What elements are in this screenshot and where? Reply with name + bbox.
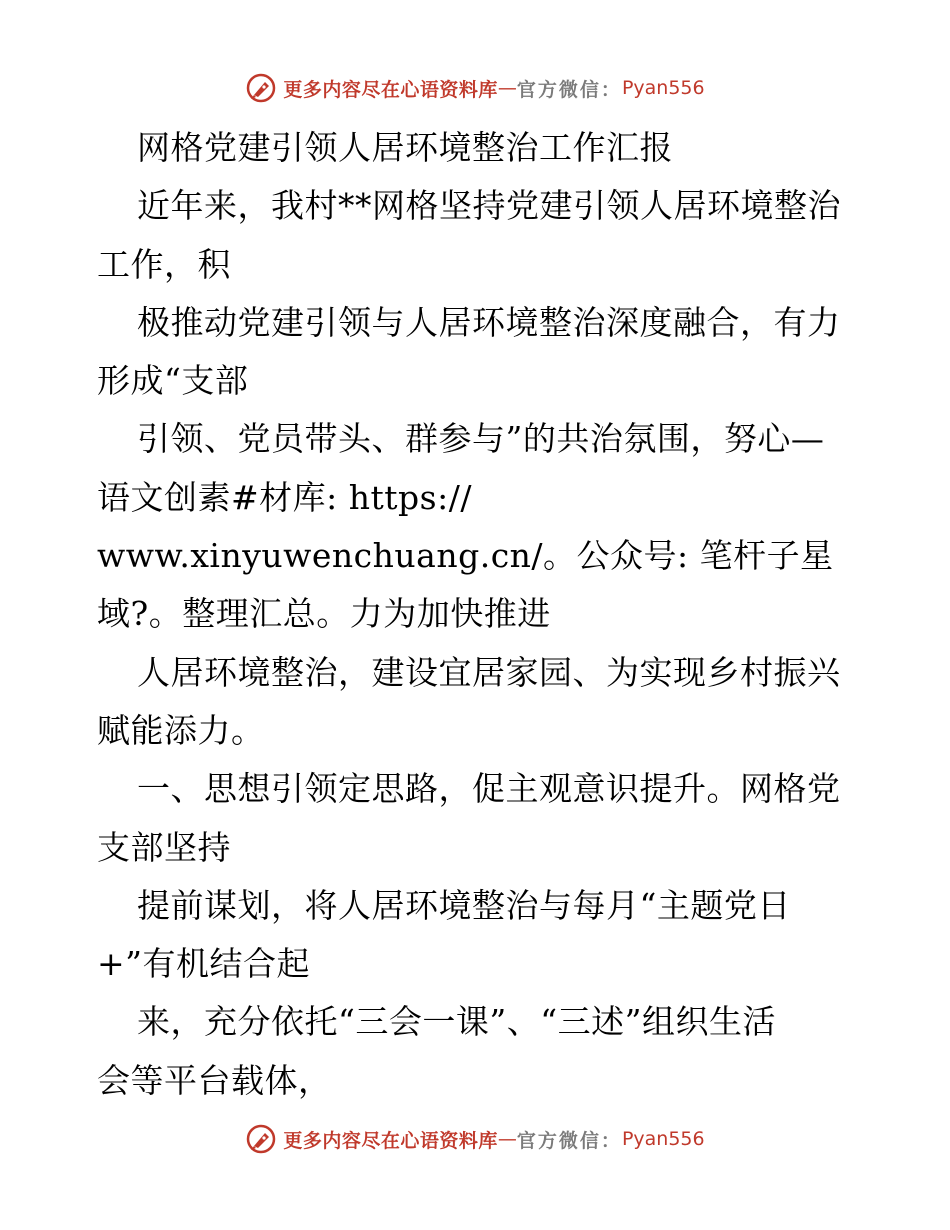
- paragraph-line: 极推动党建引领与人居环境整治深度融合，有力: [137, 302, 841, 342]
- footer-watermark: [0, 1123, 950, 1155]
- watermark-dash: —: [497, 1128, 517, 1150]
- paragraph-line: 形成“支部: [97, 361, 249, 401]
- watermark-wechat-id: Pyan556: [621, 77, 705, 99]
- paragraph-line: 支部坚持: [97, 827, 231, 867]
- watermark-wechat-label: 官方微信：: [516, 78, 622, 101]
- paragraph-line: 提前谋划，将人居环境整治与每月“主题党日: [137, 885, 791, 925]
- document-title: 网格党建引领人居环境整治工作汇报: [137, 128, 673, 167]
- paragraph-line: 人居环境整治，建设宜居家园、为实现乡村振兴: [137, 652, 841, 692]
- document-body: [97, 119, 857, 1110]
- paragraph-line: 域?。整理汇总。力为加快推进: [97, 594, 551, 634]
- watermark-wechat-label: 官方微信：: [516, 1129, 622, 1152]
- watermark-dash: —: [497, 77, 517, 99]
- watermark-wechat-id: Pyan556: [621, 1128, 705, 1150]
- pen-nib-circle-icon: [245, 72, 277, 104]
- paragraph-line: 工作，积: [97, 244, 231, 284]
- paragraph-line: 近年来，我村**网格坚持党建引领人居环境整治: [137, 186, 841, 226]
- paragraph-line: 赋能添力。: [97, 710, 265, 750]
- section-heading-line: 一、思想引领定思路，促主观意识提升。网格党: [137, 769, 841, 809]
- watermark-main-text: 更多内容尽在心语资料库: [283, 78, 498, 101]
- paragraph-line: 来，充分依托“三会一课”、“三述”组织生活: [137, 1002, 776, 1042]
- paragraph-line: www.xinyuwenchuang.cn/。公众号: 笔杆子星: [97, 536, 834, 576]
- paragraph-line: +”有机结合起: [97, 944, 311, 984]
- paragraph-line: 会等平台载体，: [97, 1060, 332, 1100]
- pen-nib-circle-icon: [245, 1123, 277, 1155]
- header-watermark: [0, 72, 950, 104]
- paragraph-line: 语文创素#材库: https://: [97, 477, 472, 517]
- watermark-main-text: 更多内容尽在心语资料库: [283, 1129, 498, 1152]
- paragraph-line: 引领、党员带头、群参与”的共治氛围，努心—: [137, 419, 825, 459]
